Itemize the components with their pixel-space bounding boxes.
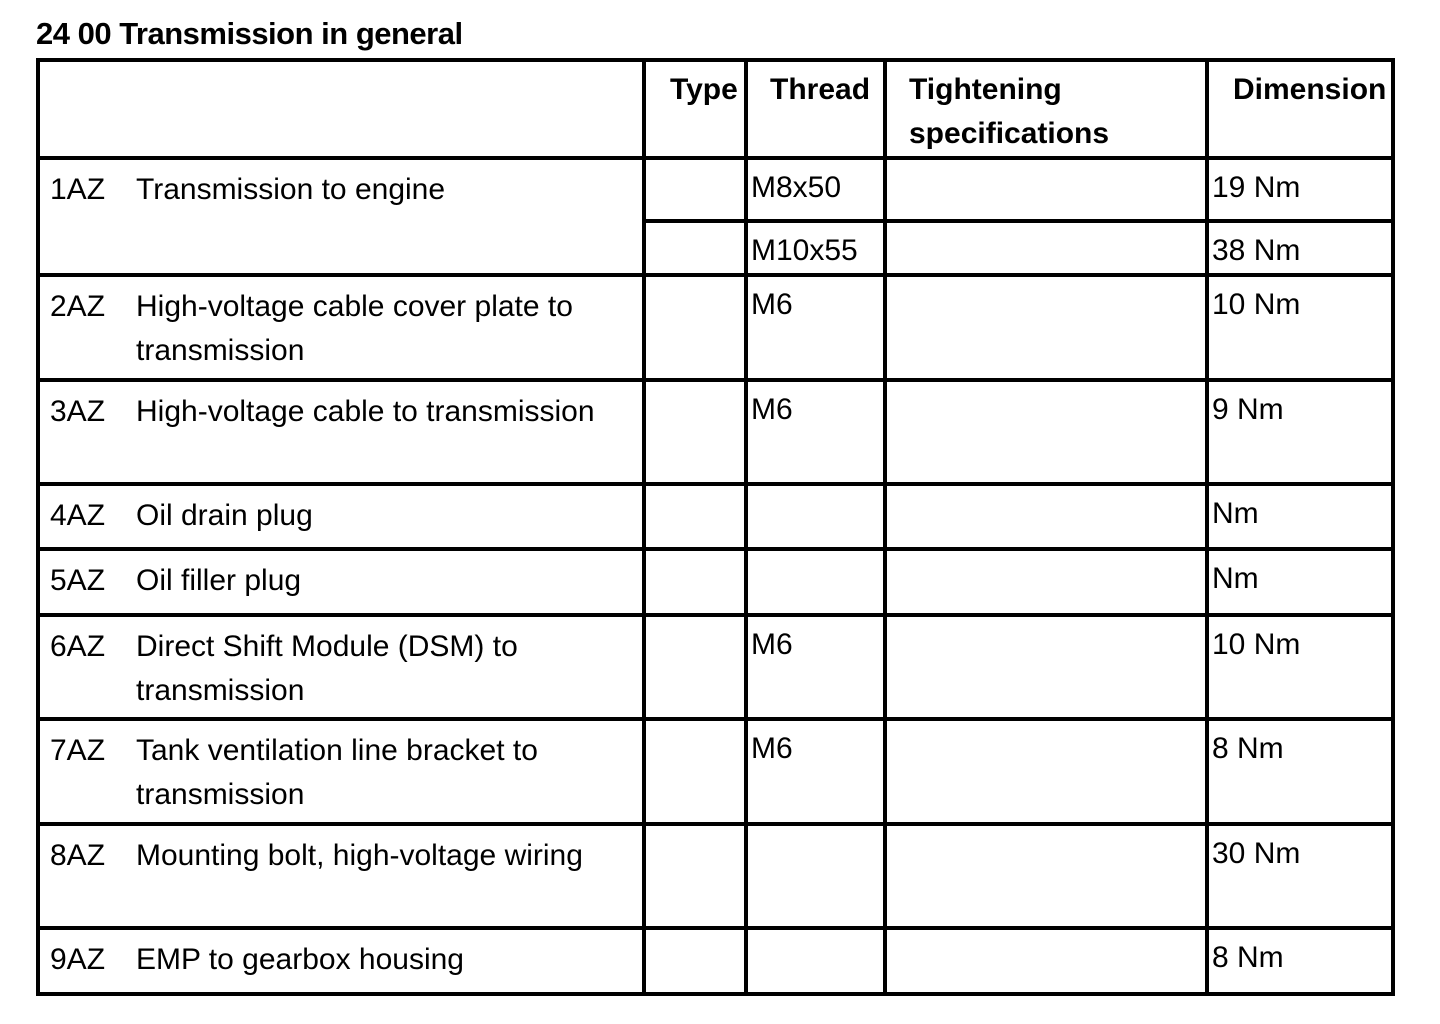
position-description: High-voltage cable to transmission <box>136 395 595 428</box>
dimension-cell: 38 Nm <box>1207 221 1393 275</box>
position-cell <box>38 380 644 484</box>
type-cell <box>644 824 746 928</box>
position-code: 1AZ <box>50 173 106 206</box>
type-cell <box>644 221 746 275</box>
table-row <box>38 549 1393 615</box>
tightening-cell <box>885 615 1207 719</box>
table-row <box>38 275 1393 380</box>
position-code: 3AZ <box>50 395 106 428</box>
thread-cell: M6 <box>746 719 885 824</box>
header-tightening: Tightening specifications <box>885 60 1207 158</box>
thread-cell <box>746 484 885 549</box>
position-code: 7AZ <box>50 734 106 767</box>
position-description: Tank ventilation line bracket to transmission <box>136 734 538 811</box>
position-cell <box>38 928 644 994</box>
position-cell <box>38 719 644 824</box>
dimension-cell: Nm <box>1207 549 1393 615</box>
tightening-cell <box>885 549 1207 615</box>
dimension-cell: 9 Nm <box>1207 380 1393 484</box>
position-description: Transmission to engine <box>136 173 446 206</box>
thread-cell: M6 <box>746 615 885 719</box>
position-cell <box>38 615 644 719</box>
dimension-cell: 8 Nm <box>1207 928 1393 994</box>
dimension-cell: Nm <box>1207 484 1393 549</box>
thread-cell: M6 <box>746 275 885 380</box>
thread-cell <box>746 928 885 994</box>
page-title: 24 00 Transmission in general <box>36 16 463 51</box>
thread-cell: M6 <box>746 380 885 484</box>
table-header-row <box>38 60 1393 158</box>
position-description: EMP to gearbox housing <box>136 943 464 976</box>
table-row <box>38 380 1393 484</box>
position-description: Direct Shift Module (DSM) to transmission <box>136 630 518 707</box>
type-cell <box>644 380 746 484</box>
type-cell <box>644 484 746 549</box>
dimension-cell: 30 Nm <box>1207 824 1393 928</box>
type-cell <box>644 158 746 221</box>
tightening-cell <box>885 928 1207 994</box>
table-row <box>38 158 1393 221</box>
dimension-cell: 8 Nm <box>1207 719 1393 824</box>
thread-cell <box>746 549 885 615</box>
position-cell <box>38 824 644 928</box>
position-code: 5AZ <box>50 564 106 597</box>
type-cell <box>644 615 746 719</box>
position-code: 8AZ <box>50 839 106 872</box>
type-cell <box>644 275 746 380</box>
tightening-cell <box>885 380 1207 484</box>
thread-cell: M10x55 <box>746 221 885 275</box>
position-description: High-voltage cable cover plate to transmission <box>136 290 573 367</box>
position-description: Oil filler plug <box>136 564 302 597</box>
tightening-cell <box>885 719 1207 824</box>
header-dimension: Dimension <box>1207 60 1393 158</box>
tightening-spec-table <box>36 58 1395 996</box>
header-type: Type <box>644 60 746 158</box>
table-row <box>38 719 1393 824</box>
type-cell <box>644 928 746 994</box>
tightening-cell <box>885 824 1207 928</box>
type-cell <box>644 719 746 824</box>
tightening-cell <box>885 221 1207 275</box>
header-thread: Thread <box>746 60 885 158</box>
position-cell <box>38 275 644 380</box>
table-row <box>38 928 1393 994</box>
position-code: 6AZ <box>50 630 106 663</box>
position-code: 9AZ <box>50 943 106 976</box>
position-cell <box>38 158 644 275</box>
dimension-cell: 10 Nm <box>1207 615 1393 719</box>
header-position <box>38 60 644 158</box>
tightening-cell <box>885 484 1207 549</box>
position-cell <box>38 484 644 549</box>
table-row <box>38 484 1393 549</box>
thread-cell <box>746 824 885 928</box>
position-description: Oil drain plug <box>136 499 313 532</box>
dimension-cell: 10 Nm <box>1207 275 1393 380</box>
position-cell <box>38 549 644 615</box>
thread-cell: M8x50 <box>746 158 885 221</box>
tightening-cell <box>885 158 1207 221</box>
position-code: 4AZ <box>50 499 106 532</box>
tightening-cell <box>885 275 1207 380</box>
position-description: Mounting bolt, high-voltage wiring <box>136 839 583 872</box>
dimension-cell: 19 Nm <box>1207 158 1393 221</box>
type-cell <box>644 549 746 615</box>
position-code: 2AZ <box>50 290 106 323</box>
table-row <box>38 824 1393 928</box>
table-row <box>38 615 1393 719</box>
